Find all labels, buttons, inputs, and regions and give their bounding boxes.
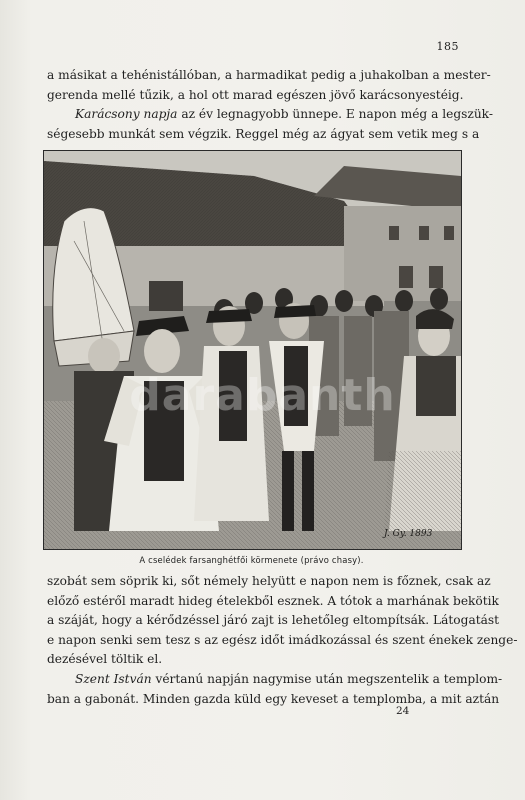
text-line: előző estéről maradt hideg ételekből esznek. A tótok a marhának bekötik	[47, 593, 499, 608]
text-line: a száját, hogy a kérődzéssel járó zajt is lehetőleg eltompítsák. Látogatást	[47, 613, 500, 628]
italic-term: Karácsony napja	[75, 107, 178, 122]
text-line: gerenda mellé tűzik, a hol ott marad egészen jövő karácsonyestéig.	[47, 87, 464, 102]
text-line	[47, 670, 503, 690]
sheet-signature: 24	[396, 705, 410, 717]
bottom-text-block	[47, 572, 518, 709]
procession-engraving	[44, 151, 461, 549]
text-line: szobát sem söprik ki, sőt némely helyütt e napon nem is főznek, csak az	[47, 574, 491, 588]
text-fragment: vértanú napján nagymise után megszentelik a templom-	[151, 671, 503, 686]
top-text-block	[47, 66, 493, 144]
text-line: a másikat a tehénistállóban, a harmadikat pedig a juhakolban a mester-	[47, 68, 491, 82]
text-line: dezésével töltik el.	[47, 652, 163, 667]
italic-term: Szent István	[75, 671, 152, 686]
engraving-illustration	[43, 150, 462, 550]
text-line: ségesebb munkát sem végzik. Reggel még az ágyat sem vetik meg s a	[47, 126, 480, 141]
watermark-text: darabanth	[129, 370, 396, 421]
page-number: 185	[436, 40, 459, 53]
text-line: e napon senki sem tesz s az egész időt imádkozással és szent énekek zenge-	[47, 632, 518, 647]
figure-caption: A cselédek farsanghétfői körmenete (právo chasy).	[139, 555, 364, 565]
text-fragment: az év legnagyobb ünnepe. E napon még a legszük-	[177, 107, 493, 122]
text-line	[47, 105, 493, 125]
artist-signature: J. Gy. 1893	[384, 529, 433, 539]
text-line: ban a gabonát. Minden gazda küld egy keveset a templomba, a mit aztán	[47, 691, 500, 706]
